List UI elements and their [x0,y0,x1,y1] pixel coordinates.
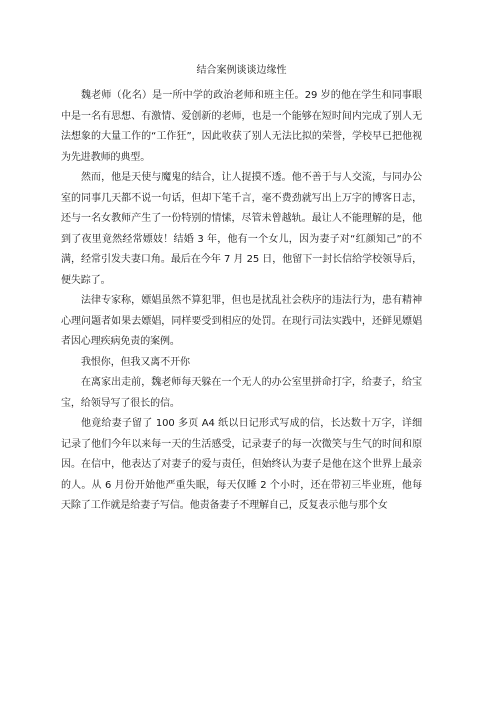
document-title: 结合案例谈谈边缘性 [196,65,287,76]
paragraph-6: 他竟给妻子留了 100 多页 A4 纸以日记形式写成的信，长达数十万字，详细记录了他们今年以来每一天的生活感受，记录妻子的每一次微笑与生气的时间和原因。在信中，他表达了对妻子的爱与责任，但始终认为妻子是他在这个世界上最亲的人。从 6 月份开始他严重失眠，每天仅睡 2 个小时，还在带初三毕业班，他每天除了工作就是给妻子写信。他责备妻子不理解自己，反复表示他与那个女 [61,418,422,511]
paragraph-5: 在离家出走前，魏老师每天躲在一个无人的办公室里拼命打字，给妻子，给宝宝，给领导写了很长的信。 [61,377,422,409]
paragraph-1: 魏老师（化名）是一所中学的政治老师和班主任。29 岁的他在学生和同事眼中是一名有思想、有激情、爱创新的老师，也是一个能够在短时间内完成了别人无法想象的大量工作的“工作狂”，因此收获了别人无法比拟的荣誉，学校早已把他视为先进教师的典型。 [61,90,422,163]
paragraph-4: 我恨你，但我又离不开你 [81,356,190,368]
paragraph-2: 然而，他是天使与魔鬼的结合，让人捉摸不透。他不善于与人交流，与同办公室的同事几天都不说一句话，但却下笔千言，毫不费劲就写出上万字的博客日志，还与一名女教师产生了一份特别的情愫，尽管未曾越轨。最让人不能理解的是，他到了夜里竟然经常嫖妓！结婚 3 年，他有一个女儿，因为妻子对“红颜知己”的不满，经常引发夫妻口角。最后在今年 7 月 25 日，他留下一封长信给学校领导后，便失踪了。 [61,172,422,286]
paragraph-3: 法律专家称，嫖娼虽然不算犯罪，但也是扰乱社会秩序的违法行为，患有精神心理问题者如果去嫖娼，同样要受到相应的处罚。在现行司法实践中，还鲜见嫖娼者因心理疾病免责的案例。 [61,295,422,347]
